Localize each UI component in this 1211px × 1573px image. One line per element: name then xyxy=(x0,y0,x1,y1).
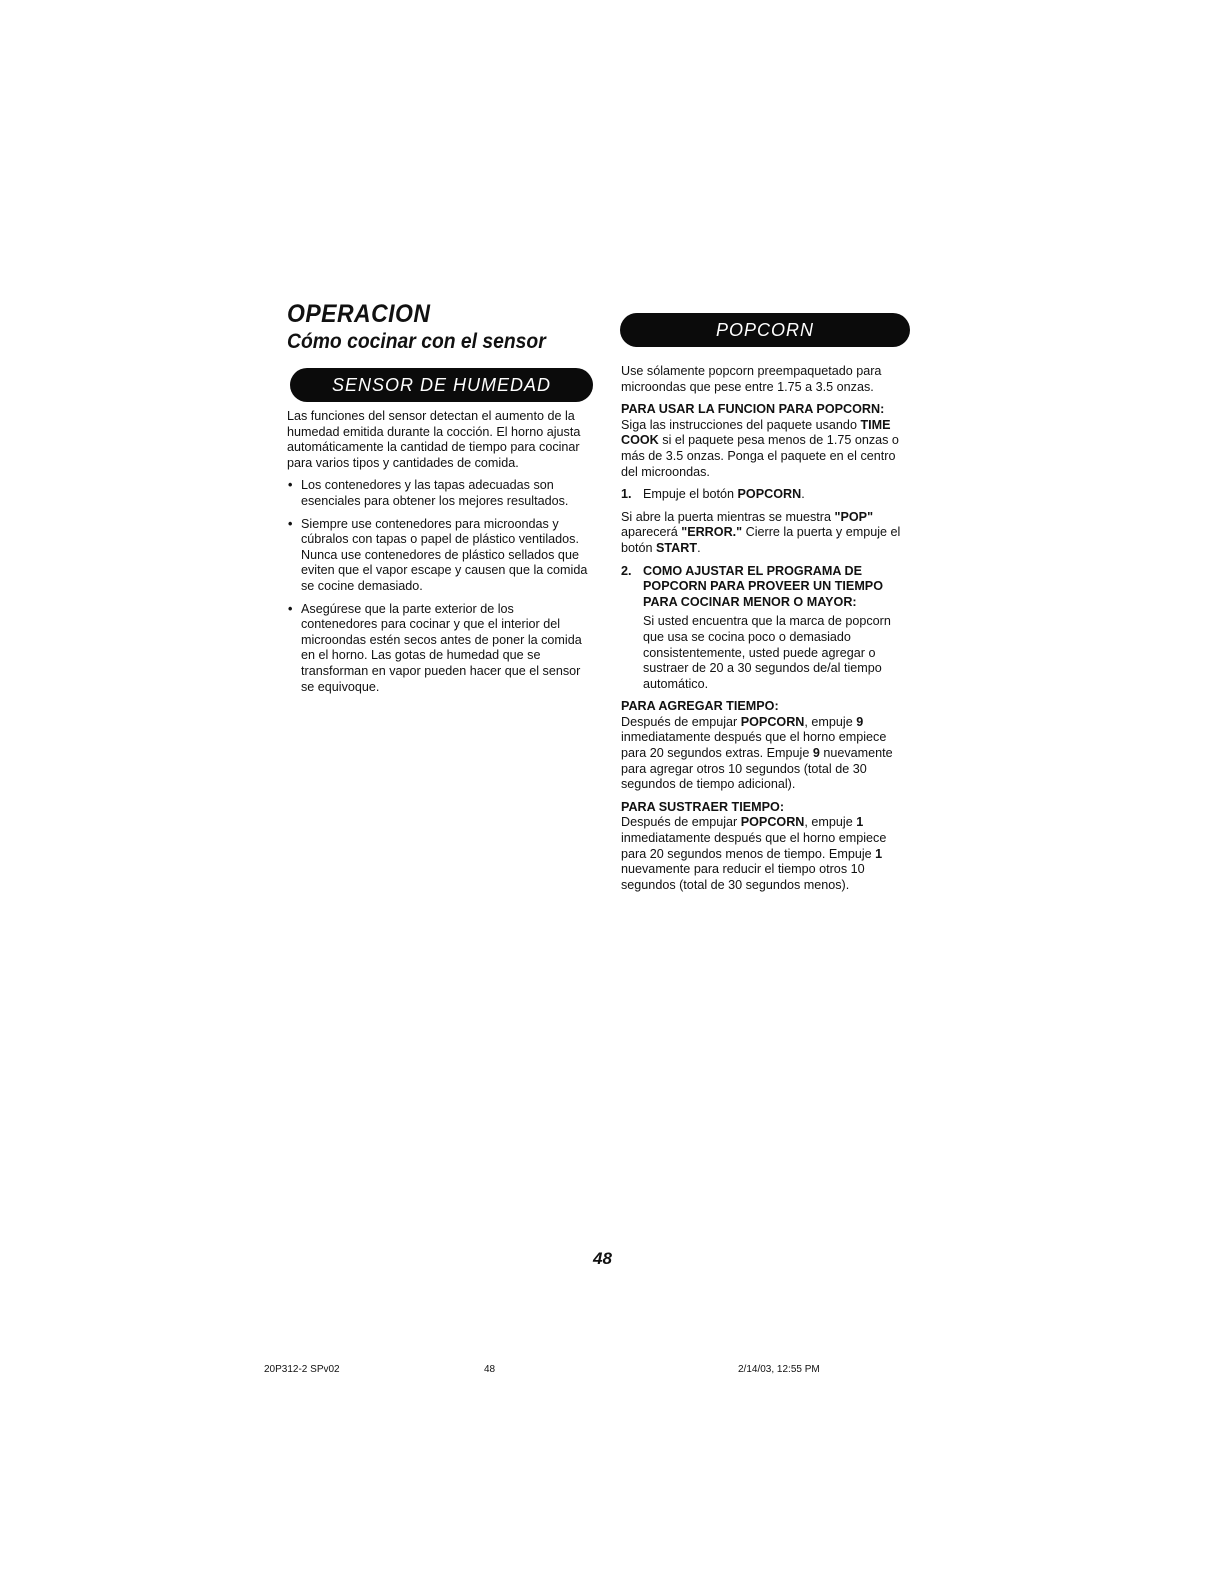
footer-doc-code: 20P312-2 SPv02 xyxy=(264,1364,340,1375)
step-2-detail: Si usted encuentra que la marca de popcorn que usa se cocina poco o demasiado consistentemente, usted puede agregar o sustraer de 20 a 30 segundos de/al tiempo automático. xyxy=(643,614,891,691)
step-2-heading: COMO AJUSTAR EL PROGRAMA DE POPCORN PARA PROVEER UN TIEMPO PARA COCINAR MENOR O MAYOR: xyxy=(643,563,884,609)
left-column xyxy=(287,409,589,702)
step-1: 1. Empuje el botón POPCORN. xyxy=(621,487,805,502)
bullet-item xyxy=(287,517,589,595)
bullet-dot-icon: • xyxy=(288,516,293,531)
add-time-heading: PARA AGREGAR TIEMPO: xyxy=(621,699,779,714)
subtract-time-heading: PARA SUSTRAER TIEMPO: xyxy=(621,799,785,814)
page-subtitle: Cómo cocinar con el sensor xyxy=(287,330,546,353)
sensor-intro-paragraph: Las funciones del sensor detectan el aumento de la humedad emitida durante la cocción. El horno ajusta automáticamente la cantidad de tiempo para cocinar para varios tipos y cantidades de comida. xyxy=(287,409,581,470)
bullet-dot-icon: • xyxy=(288,601,293,616)
sensor-humedad-banner xyxy=(290,368,593,402)
add-time-paragraph: Después de empujar POPCORN, empuje 9 inmediatamente después que el horno empiece para 20 segundos extras. Empuje 9 nuevamente para agregar otros 10 segundos (total de 30 segundos de tiempo adicional). xyxy=(621,714,893,792)
subtract-time-paragraph: Después de empujar POPCORN, empuje 1 inmediatamente después que el horno empiece para 20 segundos menos de tiempo. Empuje 1 nuevamente para reducir el tiempo otros 10 segundos (total de 30 segundos menos). xyxy=(621,815,887,892)
usage-paragraph: Siga las instrucciones del paquete usando TIME COOK si el paquete pesa menos de 1.75 onzas o más de 3.5 onzas. Ponga el paquete en el centro del microondas. xyxy=(621,417,899,479)
step-1-number: 1. xyxy=(621,487,632,502)
bullet-item xyxy=(287,478,589,509)
step-2-number: 2. xyxy=(621,563,632,578)
sensor-bullet-list xyxy=(287,478,589,695)
popcorn-banner xyxy=(620,313,910,347)
popcorn-banner-label: POPCORN xyxy=(715,319,814,340)
sensor-humedad-banner-label: SENSOR DE HUMEDAD xyxy=(331,374,552,395)
page-number: 48 xyxy=(593,1249,612,1268)
usage-heading: PARA USAR LA FUNCION PARA POPCORN: xyxy=(621,402,885,417)
footer-page: 48 xyxy=(484,1364,496,1375)
step-2 xyxy=(621,564,913,611)
bullet-text: Siempre use contenedores para microondas y cúbralos con tapas o papel de plástico ventilados. Nunca use contenedores de plástico sellados que eviten que el vapor escape y causen que la comida se cocine demasiado. xyxy=(301,516,588,593)
bullet-dot-icon: • xyxy=(288,478,293,493)
right-column xyxy=(621,364,913,900)
popcorn-intro-paragraph: Use sólamente popcorn preempaquetado para microondas que pese entre 1.75 a 3.5 onzas. xyxy=(621,364,882,394)
bullet-text: Los contenedores y las tapas adecuadas son esenciales para obtener los mejores resultados. xyxy=(301,478,569,508)
page-title: OPERACION xyxy=(287,300,431,328)
door-error-paragraph: Si abre la puerta mientras se muestra "POP" aparecerá "ERROR." Cierre la puerta y empuje el botón START. xyxy=(621,509,901,555)
footer-timestamp: 2/14/03, 12:55 PM xyxy=(738,1364,820,1375)
bullet-item xyxy=(287,602,589,696)
bullet-text: Asegúrese que la parte exterior de los contenedores para cocinar y que el interior del microondas estén secos antes de poner la comida en el horno. Las gotas de humedad que se transforman en vapor pueden hacer que el sensor se equivoque. xyxy=(301,601,582,694)
